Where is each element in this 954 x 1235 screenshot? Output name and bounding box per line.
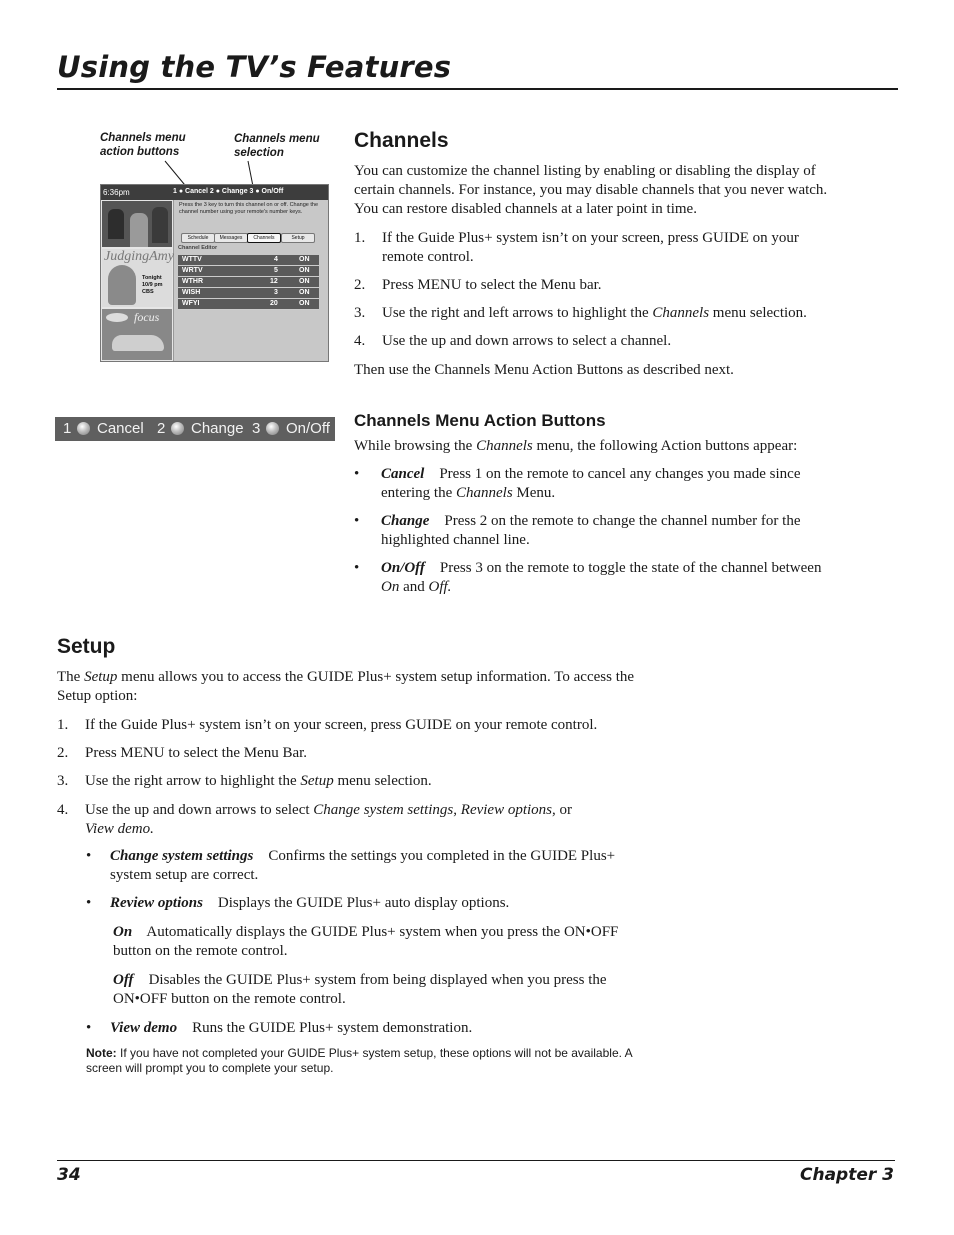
step-text: Use the right and left arrows to highlight the bbox=[382, 305, 649, 321]
channels-intro bbox=[354, 162, 894, 219]
setup-text: Confirms the settings you completed in the GUIDE Plus+ bbox=[268, 848, 616, 864]
callout-text: Channels menu bbox=[234, 133, 320, 145]
car-ad-image bbox=[102, 309, 172, 360]
setup-text: Automatically displays the GUIDE Plus+ system when you press the ON•OFF bbox=[146, 924, 619, 940]
cancel-button[interactable]: Cancel bbox=[97, 420, 144, 437]
paragraph-text: The bbox=[57, 669, 81, 685]
tab-messages[interactable]: Messages bbox=[214, 233, 248, 243]
channels-heading: Channels bbox=[354, 129, 449, 152]
step-text: Use the up and down arrows to select a channel. bbox=[382, 333, 672, 349]
note-label: Note: bbox=[86, 1046, 117, 1060]
channel-row[interactable] bbox=[178, 288, 319, 299]
bullet: • bbox=[354, 466, 360, 482]
tab-setup[interactable]: Setup bbox=[281, 233, 315, 243]
step-number: 2. bbox=[354, 277, 366, 293]
promo-text bbox=[142, 275, 162, 296]
setup-bullet-review-options bbox=[86, 894, 706, 913]
button-number: 1 bbox=[63, 420, 72, 437]
channels-step bbox=[354, 332, 894, 351]
setup-bullet-change-settings bbox=[86, 847, 706, 885]
paragraph-emphasis: Channels bbox=[476, 438, 533, 454]
page-number: 34 bbox=[57, 1165, 81, 1185]
channel-state: ON bbox=[299, 267, 310, 274]
paragraph-line: You can restore disabled channels at a later point in time. bbox=[354, 201, 697, 217]
channel-name: WRTV bbox=[182, 267, 203, 274]
setup-term: View demo bbox=[110, 1020, 178, 1036]
setup-step bbox=[57, 716, 717, 735]
action-item-change bbox=[354, 512, 894, 550]
paragraph-emphasis: Setup bbox=[84, 669, 118, 685]
channel-state: ON bbox=[299, 289, 310, 296]
channel-row[interactable] bbox=[178, 299, 319, 310]
action-text: Press 1 on the remote to cancel any changes you made since bbox=[439, 466, 801, 482]
paragraph-line: certain channels. For instance, you may disable channels that you never watch. bbox=[354, 182, 828, 198]
step-number: 2. bbox=[57, 745, 69, 761]
action-term: Change bbox=[381, 513, 430, 529]
setup-term: On bbox=[113, 924, 133, 940]
tab-channels[interactable]: Channels bbox=[247, 233, 281, 243]
paragraph-text: menu, the following Action buttons appear: bbox=[536, 438, 798, 454]
action-text: Press 2 on the remote to change the channel number for the bbox=[444, 513, 801, 529]
bullet: • bbox=[86, 848, 92, 864]
channels-then: Then use the Channels Menu Action Buttons as described next. bbox=[354, 362, 734, 378]
car-ad-title: focus bbox=[134, 310, 160, 324]
step-text: Press MENU to select the Menu bar. bbox=[382, 277, 602, 293]
action-emphasis: Off. bbox=[428, 579, 452, 595]
action-text: Press 3 on the remote to toggle the state of the channel between bbox=[439, 560, 822, 576]
channel-state: ON bbox=[299, 256, 310, 263]
callout-text: Channels menu bbox=[100, 132, 186, 144]
step-text: , or bbox=[552, 802, 573, 818]
promo-image bbox=[102, 249, 172, 307]
bullet: • bbox=[354, 513, 360, 529]
callout-text: action buttons bbox=[100, 146, 180, 158]
bullet: • bbox=[86, 1020, 92, 1036]
setup-bullet-view-demo bbox=[86, 1019, 706, 1038]
channel-row[interactable] bbox=[178, 277, 319, 288]
action-buttons-intro bbox=[354, 437, 894, 456]
screen-time: 6:36pm bbox=[103, 188, 130, 197]
setup-term: Off bbox=[113, 972, 134, 988]
step-text: menu selection. bbox=[712, 305, 807, 321]
setup-step: 4. Use the up and down arrows to select Change system settings, Review options, or View demo. bbox=[57, 802, 573, 837]
setup-intro bbox=[57, 668, 717, 706]
channel-number: 20 bbox=[270, 300, 278, 307]
show-image bbox=[102, 201, 172, 247]
step-emphasis: Review options bbox=[460, 802, 553, 818]
channel-name: WTTV bbox=[182, 256, 202, 263]
promo-show-title: JudgingAmy bbox=[104, 249, 174, 264]
setup-option-on bbox=[113, 923, 713, 961]
action-emphasis: On bbox=[381, 579, 400, 595]
callout-text: selection bbox=[234, 147, 284, 159]
action-emphasis: Channels bbox=[455, 485, 513, 501]
button-dot-icon bbox=[77, 422, 90, 435]
channels-step bbox=[354, 229, 894, 267]
button-dot-icon bbox=[266, 422, 279, 435]
promo-line: Tonight bbox=[142, 275, 162, 281]
bullet: • bbox=[86, 895, 92, 911]
note-text: screen will prompt you to complete your setup. bbox=[86, 1061, 334, 1075]
channel-row[interactable] bbox=[178, 255, 319, 266]
paragraph-text: Setup option: bbox=[57, 688, 138, 704]
step-emphasis: Setup bbox=[300, 773, 334, 789]
step-text: remote control. bbox=[382, 249, 474, 265]
screen-top-bar bbox=[101, 185, 328, 200]
change-button[interactable]: Change bbox=[191, 420, 244, 437]
action-text: highlighted channel line. bbox=[381, 532, 530, 548]
channel-editor-label: Channel Editor bbox=[178, 245, 218, 251]
channel-state: ON bbox=[299, 278, 310, 285]
setup-step bbox=[57, 744, 717, 763]
setup-note bbox=[86, 1046, 706, 1076]
channel-name: WTHR bbox=[182, 278, 203, 285]
channel-row[interactable] bbox=[178, 266, 319, 277]
step-text: If the Guide Plus+ system isn’t on your screen, press GUIDE on your bbox=[382, 230, 799, 246]
bullet: • bbox=[354, 560, 360, 576]
channel-state: ON bbox=[299, 300, 310, 307]
action-term: Cancel bbox=[381, 466, 425, 482]
setup-option-off bbox=[113, 971, 713, 1009]
action-item-cancel bbox=[354, 465, 894, 503]
channel-number: 4 bbox=[274, 256, 278, 263]
step-text: If the Guide Plus+ system isn’t on your screen, press GUIDE on your remote control. bbox=[85, 717, 598, 733]
step-number: 4. bbox=[57, 802, 69, 818]
step-number: 3. bbox=[57, 773, 69, 789]
paragraph-text: menu allows you to access the GUIDE Plus+ system setup information. To access the bbox=[121, 669, 635, 685]
tab-schedule[interactable]: Schedule bbox=[181, 233, 215, 243]
channel-name: WFYI bbox=[182, 300, 200, 307]
step-number: 1. bbox=[354, 230, 366, 246]
step-number: 1. bbox=[57, 717, 69, 733]
action-item-on-off bbox=[354, 559, 899, 597]
step-text: Use the right arrow to highlight the bbox=[85, 773, 297, 789]
paragraph-line: You can customize the channel listing by enabling or disabling the display of bbox=[354, 163, 816, 179]
setup-text: button on the remote control. bbox=[113, 943, 288, 959]
setup-term: Review options bbox=[110, 895, 203, 911]
step-text: Press MENU to select the Menu Bar. bbox=[85, 745, 308, 761]
step-number: 3. bbox=[354, 305, 366, 321]
setup-text: Disables the GUIDE Plus+ system from being displayed when you press the bbox=[148, 972, 607, 988]
promo-line: 10/9 pm bbox=[142, 282, 163, 288]
action-text: Menu. bbox=[516, 485, 556, 501]
promo-network: CBS bbox=[142, 289, 154, 295]
action-text: entering the bbox=[381, 485, 453, 501]
screen-message: Press the 3 key to turn this channel on or off. Change the channel number using your remote's number keys. bbox=[179, 202, 319, 215]
step-number: 4. bbox=[354, 333, 366, 349]
channel-number: 5 bbox=[274, 267, 278, 274]
on-off-button[interactable]: On/Off bbox=[286, 420, 330, 437]
step-text: menu selection. bbox=[337, 773, 432, 789]
action-buttons-heading: Channels Menu Action Buttons bbox=[354, 411, 606, 430]
note-text: If you have not completed your GUIDE Plus+ system setup, these options will not be available. A bbox=[120, 1046, 633, 1060]
channels-step bbox=[354, 276, 894, 295]
setup-text: Displays the GUIDE Plus+ auto display options. bbox=[217, 895, 510, 911]
step-text: Use the up and down arrows to select bbox=[85, 802, 310, 818]
paragraph-text: While browsing the bbox=[354, 438, 473, 454]
button-number: 3 bbox=[252, 420, 261, 437]
button-dot-icon bbox=[171, 422, 184, 435]
page-title: Using the TV’s Features bbox=[57, 50, 452, 84]
step-emphasis: Channels bbox=[652, 305, 710, 321]
setup-text: ON•OFF button on the remote control. bbox=[113, 991, 346, 1007]
step-emphasis: Change system settings bbox=[313, 802, 454, 818]
step-emphasis: View demo. bbox=[85, 821, 154, 837]
action-text: and bbox=[403, 579, 425, 595]
setup-step bbox=[57, 772, 717, 791]
channel-number: 3 bbox=[274, 289, 278, 296]
screen-action-buttons: 1 ● Cancel 2 ● Change 3 ● On/Off bbox=[173, 188, 284, 195]
channel-number: 12 bbox=[270, 278, 278, 285]
footer-rule bbox=[57, 1160, 895, 1161]
guide-screenshot bbox=[100, 184, 329, 362]
channels-step bbox=[354, 304, 894, 323]
setup-text: system setup are correct. bbox=[110, 867, 259, 883]
setup-heading: Setup bbox=[57, 635, 116, 658]
button-number: 2 bbox=[157, 420, 166, 437]
chapter-label: Chapter 3 bbox=[799, 1165, 894, 1185]
action-button-bar bbox=[55, 417, 335, 441]
channel-name: WISH bbox=[182, 289, 201, 296]
screen-left-panel bbox=[101, 200, 174, 361]
action-term: On/Off bbox=[381, 560, 425, 576]
setup-term: Change system settings bbox=[110, 848, 254, 864]
setup-text: Runs the GUIDE Plus+ system demonstration. bbox=[192, 1020, 473, 1036]
